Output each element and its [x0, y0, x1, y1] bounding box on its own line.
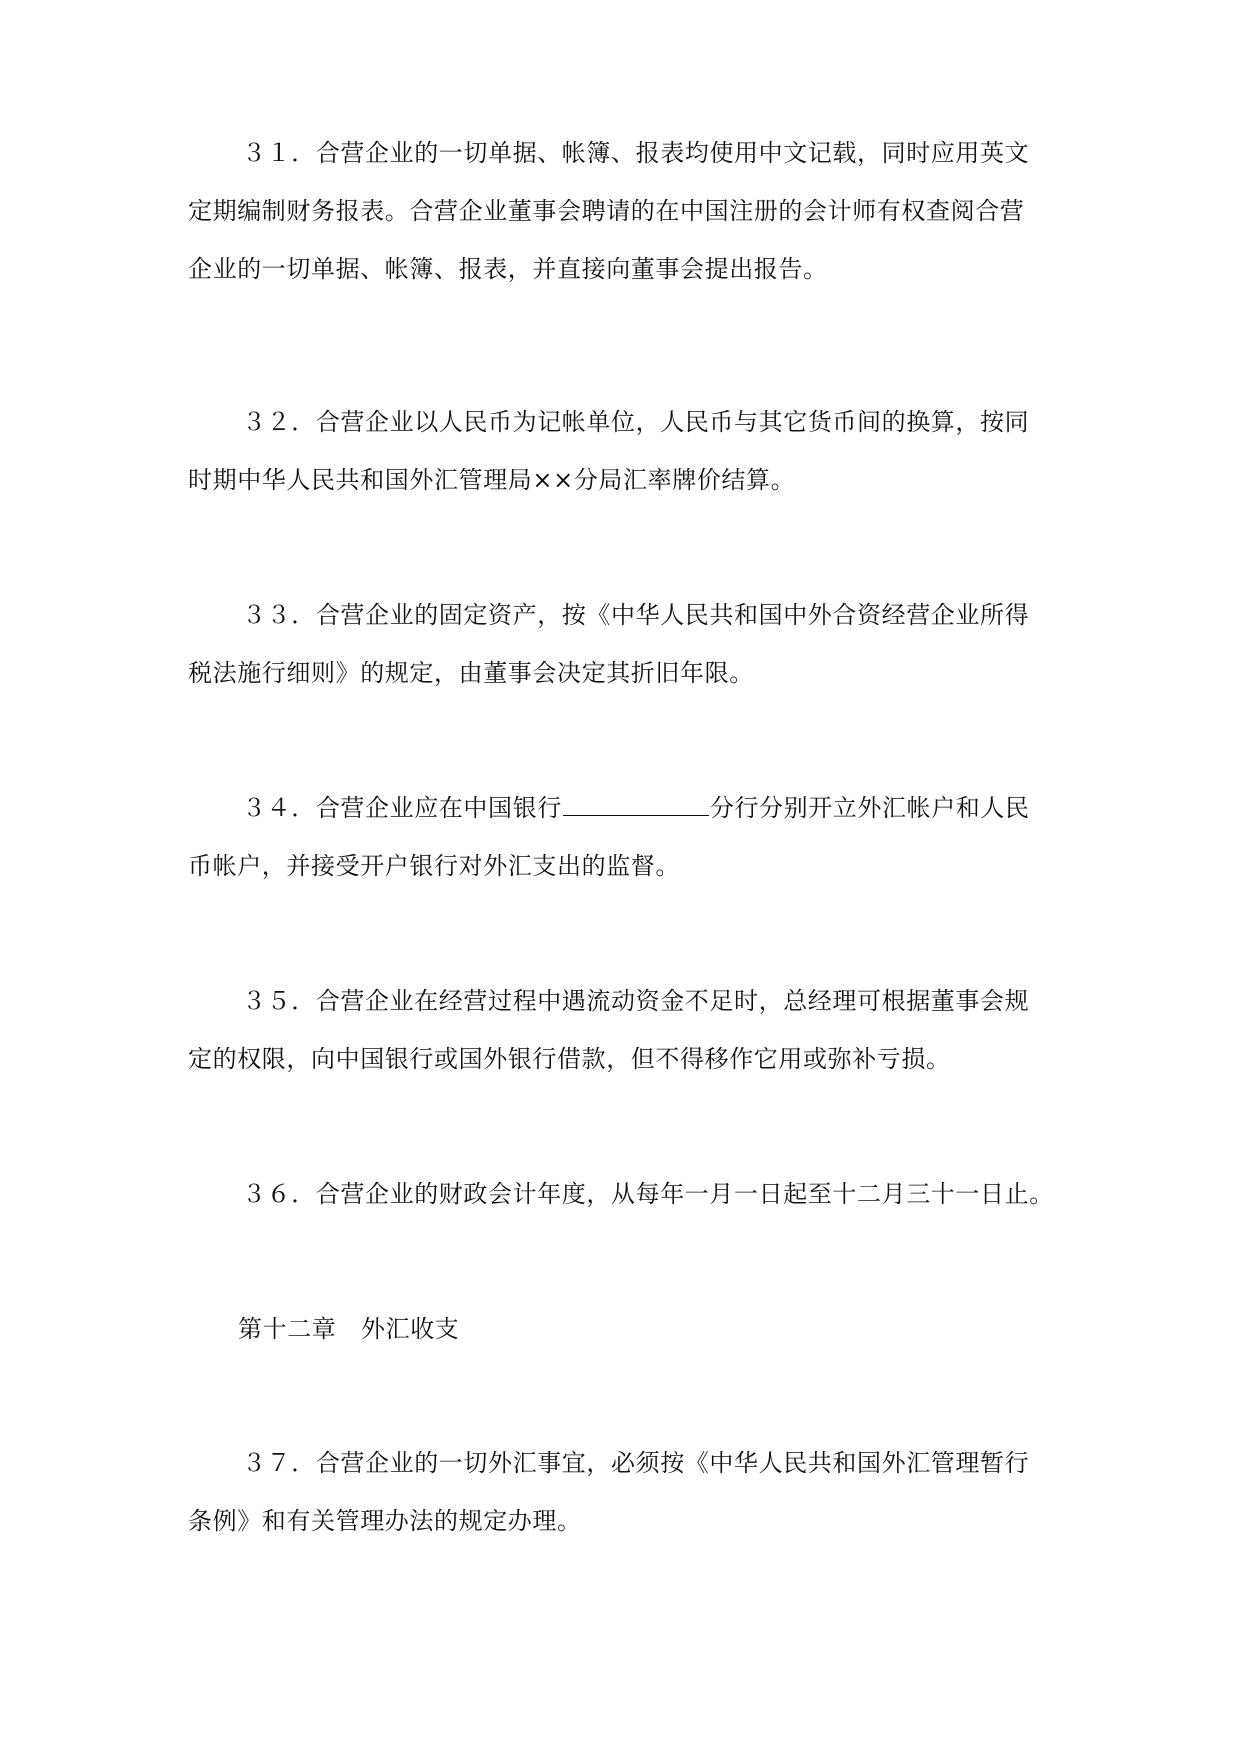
clause-32-line-1: [242, 407, 1029, 437]
chapter-heading: 第十二章 外汇收支: [238, 1315, 460, 1343]
clause-number: ３１．: [242, 139, 316, 167]
clause-number: ３２．: [242, 408, 316, 436]
clause-33-line-1: [242, 600, 1029, 630]
clause-number: ３４．: [242, 794, 316, 822]
clause-37-line-2: 条例》和有关管理办法的规定办理。: [188, 1507, 582, 1535]
clause-31-line-2: 定期编制财务报表。合营企业董事会聘请的在中国注册的会计师有权查阅合营: [188, 197, 1025, 225]
clause-text: 合营企业以人民币为记帐单位，人民币与其它货币间的换算，按同: [315, 408, 1030, 436]
clause-text: 合营企业的固定资产，按《中华人民共和国中外合资经营企业所得: [315, 601, 1030, 629]
fill-in-blank: [563, 793, 709, 816]
clause-number: ３３．: [242, 601, 316, 629]
clause-number: ３６．: [242, 1180, 316, 1208]
clause-text: 合营企业的一切单据、帐簿、报表均使用中文记载，同时应用英文: [315, 139, 1030, 167]
clause-text: 合营企业的一切外汇事宜，必须按《中华人民共和国外汇管理暂行: [315, 1449, 1030, 1477]
clause-36-line-1: [242, 1179, 1054, 1209]
clause-34-line-2: 币帐户，并接受开户银行对外汇支出的监督。: [188, 852, 680, 880]
clause-31-line-1: [242, 138, 1029, 168]
clause-text: 合营企业应在中国银行: [315, 794, 562, 822]
clause-34-line-1: [242, 793, 1030, 823]
clause-33-line-2: 税法施行细则》的规定，由董事会决定其折旧年限。: [188, 659, 754, 687]
clause-text: 合营企业在经营过程中遇流动资金不足时，总经理可根据董事会规: [315, 987, 1030, 1015]
clause-text: 合营企业的财政会计年度，从每年一月一日起至十二月三十一日止。: [315, 1180, 1054, 1208]
clause-32-line-2: 时期中华人民共和国外汇管理局××分局汇率牌价结算。: [188, 466, 796, 494]
clause-31-line-3: 企业的一切单据、帐簿、报表，并直接向董事会提出报告。: [188, 255, 828, 283]
clause-text: 分行分别开立外汇帐户和人民: [709, 794, 1030, 822]
clause-35-line-2: 定的权限，向中国银行或国外银行借款，但不得移作它用或弥补亏损。: [188, 1045, 951, 1073]
clause-number: ３７．: [242, 1449, 316, 1477]
clause-37-line-1: [242, 1448, 1029, 1478]
clause-35-line-1: [242, 986, 1029, 1016]
clause-number: ３５．: [242, 987, 316, 1015]
